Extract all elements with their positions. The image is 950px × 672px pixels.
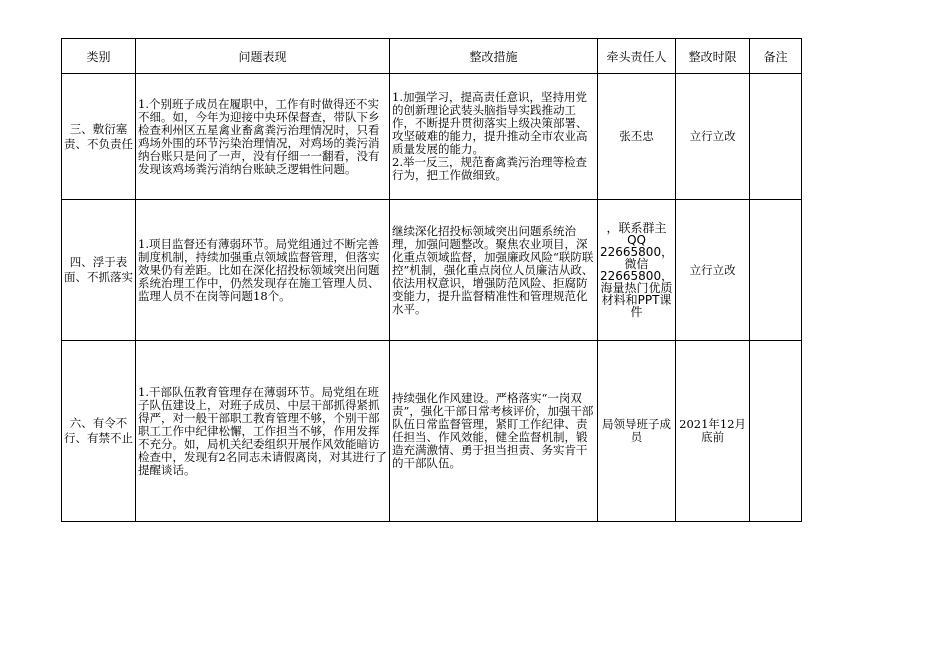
problem-cell: 1.干部队伍教育管理存在薄弱环节。局党组在班子队伍建设上，对班子成员、中层干部抓得紧抓得严，对一般干部职工教育管理不够，个别干部职工工作中纪律松懈，工作担当不够，作用发挥不充分。如，局机关纪委组织开展作风效能暗访检查中，发现有2名同志未请假离岗，对其进行了提醒谈话。 xyxy=(136,341,390,522)
header-note: 备注 xyxy=(750,39,802,74)
category-cell: 六、有令不行、有禁不止 xyxy=(62,341,136,522)
measure-cell: 持续强化作风建设。严格落实“一岗双责”，强化干部日常考核评价，加强干部队伍日常监督管理，紧盯工作纪律、责任担当、作风效能，健全监督机制，锻造充满激情、勇于担当担责、务实肯干的干部队伍。 xyxy=(390,341,598,522)
deadline-cell: 2021年12月底前 xyxy=(676,341,750,522)
deadline-cell: 立行立改 xyxy=(676,74,750,200)
responsible-cell: 张丕忠 xyxy=(598,74,676,200)
category-cell: 三、敷衍塞责、不负责任 xyxy=(62,74,136,200)
table-row xyxy=(62,341,802,522)
note-cell xyxy=(750,74,802,200)
problem-cell: 1.项目监督还有薄弱环节。局党组通过不断完善制度机制，持续加强重点领域监督管理，但落实效果仍有差距。比如在深化招投标领域突出问题系统治理工作中，仍然发现存在施工管理人员、监理人员不在岗等问题18个。 xyxy=(136,200,390,341)
note-cell xyxy=(750,200,802,341)
note-cell xyxy=(750,341,802,522)
responsible-cell: ，联系群主QQ 22665800，微信22665800，海量热门优质材料和PPT课件 xyxy=(598,200,676,341)
header-problem: 问题表现 xyxy=(136,39,390,74)
problem-cell: 1.个别班子成员在履职中，工作有时做得还不实不细。如，今年为迎接中央环保督查，带队下乡检查利州区五星禽业畜禽粪污治理情况时，只看鸡场外围的环节污染治理情况，对鸡场的粪污消纳台账只是问了一声，没有仔细一一翻看，没有发现该鸡场粪污消纳台账缺乏逻辑性问题。 xyxy=(136,74,390,200)
measure-item: 1.加强学习，提高责任意识，坚持用党的创新理论武装头脑指导实践推动工作，不断提升贯彻落实上级决策部署、攻坚破难的能力，提升推动全市农业高质量发展的能力。 xyxy=(392,90,588,156)
header-deadline: 整改时限 xyxy=(676,39,750,74)
header-measure: 整改措施 xyxy=(390,39,598,74)
table-row xyxy=(62,74,802,200)
rectification-table xyxy=(61,38,802,522)
measure-item: 2.举一反三，规范畜禽粪污治理等检查行为，把工作做细致。 xyxy=(392,155,587,182)
table-row xyxy=(62,200,802,341)
table-header-row xyxy=(62,39,802,74)
deadline-cell: 立行立改 xyxy=(676,200,750,341)
measure-cell: 继续深化招投标领域突出问题系统治理，加强问题整改。聚焦农业项目，深化重点领域监督，加强廉政风险“联防联控”机制，强化重点岗位人员廉洁从政、依法用权意识，增强防范风险、拒腐防变能力，提升监督精准性和管理规范化水平。 xyxy=(390,200,598,341)
measure-cell xyxy=(390,74,598,200)
header-responsible: 牵头责任人 xyxy=(598,39,676,74)
header-category: 类别 xyxy=(62,39,136,74)
category-cell: 四、浮于表面、不抓落实 xyxy=(62,200,136,341)
responsible-cell: 局领导班子成员 xyxy=(598,341,676,522)
